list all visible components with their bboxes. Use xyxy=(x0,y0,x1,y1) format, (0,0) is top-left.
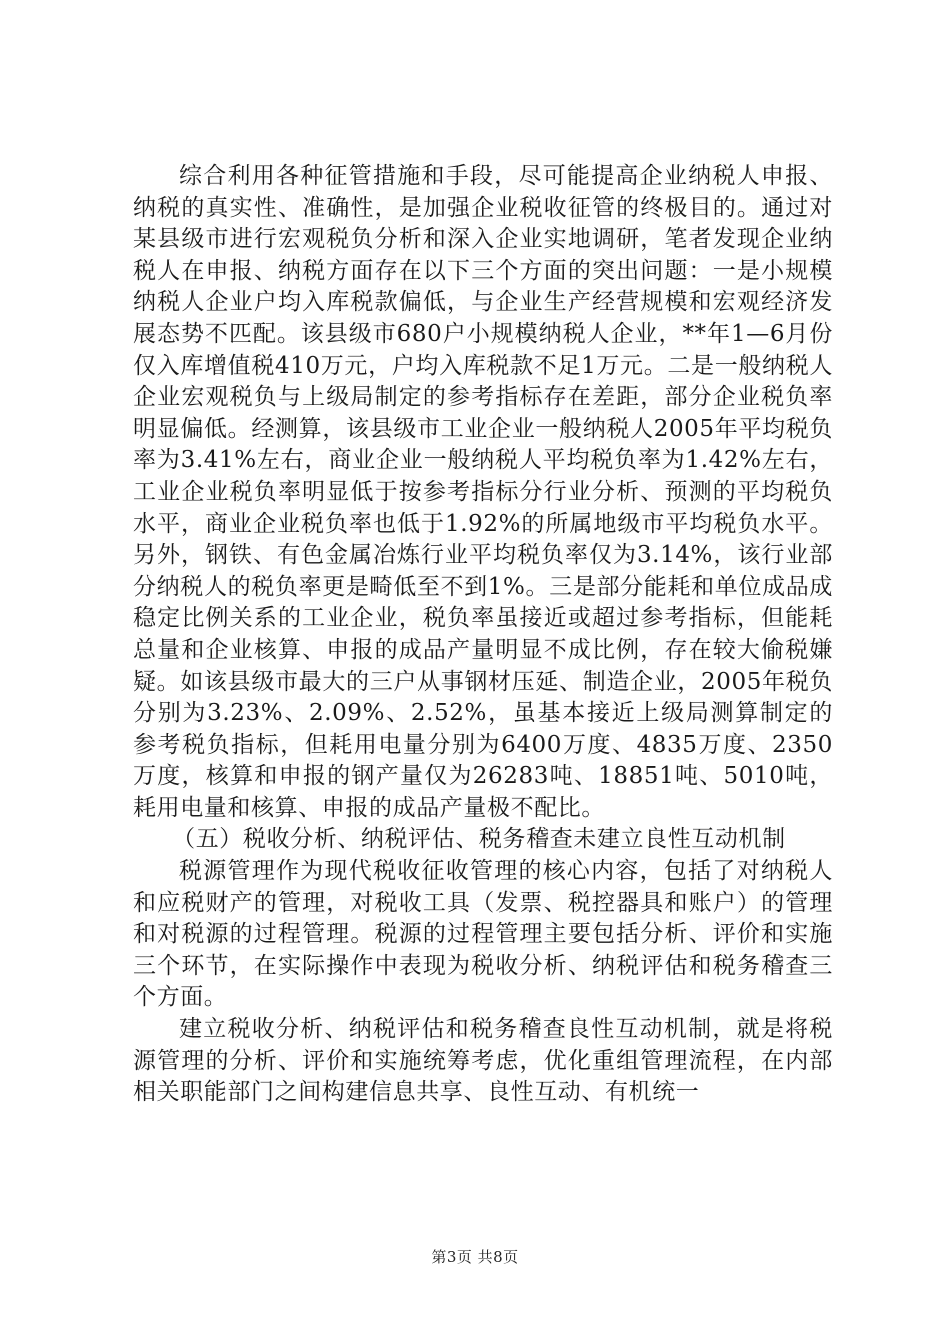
document-body xyxy=(133,161,833,1109)
page-number-footer: 第3页 共8页 xyxy=(431,1248,519,1266)
body-paragraph-3: 建立税收分析、纳税评估和税务稽查良性互动机制，就是将税源管理的分析、评价和实施统筹考虑，优化重组管理流程，在内部相关职能部门之间构建信息共享、良性互动、有机统一 xyxy=(133,1016,833,1106)
section-heading-5: （五）税收分析、纳税评估、税务稽查未建立良性互动机制 xyxy=(172,826,786,853)
body-paragraph-1: 综合利用各种征管措施和手段，尽可能提高企业纳税人申报、纳税的真实性、准确性，是加强企业税收征管的终极目的。通过对某县级市进行宏观税负分析和深入企业实地调研，笔者发现企业纳税人在申报、纳税方面存在以下三个方面的突出问题：一是小规模纳税人企业户均入库税款偏低，与企业生产经营规模和宏观经济发展态势不匹配。该县级市680户小规模纳税人企业，**年1—6月份仅入库增值税410万元，户均入库税款不足1万元。二是一般纳税人企业宏观税负与上级局制定的参考指标存在差距，部分企业税负率明显偏低。经测算，该县级市工业企业一般纳税人2005年平均税负率为3.41%左右，商业企业一般纳税人平均税负率为1.42%左右，工业企业税负率明显低于按参考指标分行业分析、预测的平均税负水平，商业企业税负率也低于1.92%的所属地级市平均税负水平。另外，钢铁、有色金属冶炼行业平均税负率仅为3.14%，该行业部分纳税人的税负率更是畸低至不到1%。三是部分能耗和单位成品成稳定比例关系的工业企业，税负率虽接近或超过参考指标，但能耗总量和企业核算、申报的成品产量明显不成比例，存在较大偷税嫌疑。如该县级市最大的三户从事钢材压延、制造企业，2005年税负分别为3.23%、2.09%、2.52%，虽基本接近上级局测算制定的参考税负指标，但耗用电量分别为6400万度、4835万度、2350万度，核算和申报的钢产量仅为26283吨、18851吨、5010吨，耗用电量和核算、申报的成品产量极不配比。 xyxy=(133,163,833,821)
body-paragraph-2: 税源管理作为现代税收征收管理的核心内容，包括了对纳税人和应税财产的管理，对税收工具（发票、税控器具和账户）的管理和对税源的过程管理。税源的过程管理主要包括分析、评价和实施三个环节，在实际操作中表现为税收分析、纳税评估和税务稽查三个方面。 xyxy=(133,858,833,1011)
